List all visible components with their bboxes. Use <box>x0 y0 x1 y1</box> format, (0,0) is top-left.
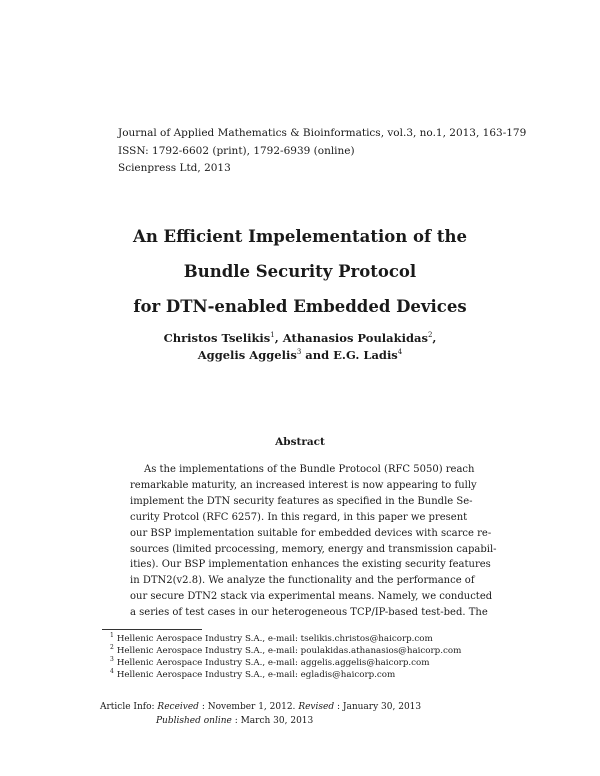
footnote-mark: 4 <box>397 348 403 357</box>
abstract-line: our BSP implementation suitable for embedded devices with scarce re- <box>130 527 492 539</box>
abstract-heading: Abstract <box>275 436 325 448</box>
author-name: Christos Tselikis <box>163 331 271 345</box>
journal-citation: Journal of Applied Mathematics & Bioinformatics, vol.3, no.1, 2013, 163-179 <box>118 127 527 139</box>
journal-header <box>118 125 527 178</box>
footnote-text: Hellenic Aerospace Industry S.A., e-mail: poulakidas.athanasios@haicorp.com <box>116 646 462 656</box>
abstract-body <box>130 462 497 621</box>
footnote <box>110 633 510 645</box>
abstract-line: As the implementations of the Bundle Protocol (RFC 5050) reach <box>144 464 475 475</box>
author-name: E.G. Ladis <box>333 348 398 362</box>
abstract-line: implement the DTN security features as specified in the Bundle Se- <box>130 495 473 507</box>
abstract-line: our secure DTN2 stack via experimental means. Namely, we conducted <box>130 591 493 603</box>
author-name: Aggelis Aggelis <box>197 348 297 362</box>
footnote-text: Hellenic Aerospace Industry S.A., e-mail: tselikis.christos@haicorp.com <box>116 634 433 644</box>
separator: , <box>432 331 437 345</box>
footnote-mark: 3 <box>110 656 114 664</box>
footnote-divider <box>102 629 202 630</box>
footnote <box>110 657 510 669</box>
title-line-1: An Efficient Impelementation of the <box>133 227 467 246</box>
abstract-line: in DTN2(v2.8). We analyze the functionality and the performance of <box>130 575 475 587</box>
received-date: : November 1, 2012. <box>201 702 296 712</box>
author-name: Athanasios Poulakidas <box>282 331 428 345</box>
paper-title <box>60 222 540 327</box>
footnote-mark: 4 <box>110 668 114 676</box>
revised-label: Revised <box>298 702 335 712</box>
article-info-label: Article Info: <box>100 702 155 712</box>
footnote-mark: 3 <box>296 348 302 357</box>
footnote-mark: 1 <box>110 632 114 640</box>
footnote-text: Hellenic Aerospace Industry S.A., e-mail: aggelis.aggelis@haicorp.com <box>116 658 430 668</box>
abstract-line: ities). Our BSP implementation enhances the existing security features <box>130 559 491 571</box>
published-label: Published online <box>156 715 232 726</box>
footnote <box>110 669 510 681</box>
footnote-mark: 2 <box>110 644 114 652</box>
abstract-line: curity Protcol (RFC 6257). In this regard, in this paper we present <box>130 511 468 523</box>
article-info-line-2 <box>100 715 520 729</box>
footnote-mark: 2 <box>427 331 433 340</box>
author-line-1 <box>60 330 540 347</box>
title-line-2: Bundle Security Protocol <box>183 262 417 281</box>
footnote-text: Hellenic Aerospace Industry S.A., e-mail: egladis@haicorp.com <box>116 670 396 680</box>
publisher-line: Scienpress Ltd, 2013 <box>118 162 231 174</box>
abstract-line: a series of test cases in our heterogeneous TCP/IP-based test-bed. The <box>130 607 488 619</box>
revised-date: : January 30, 2013 <box>336 702 422 712</box>
separator: , <box>274 331 279 345</box>
footnote-mark: 1 <box>270 331 275 340</box>
title-line-3: for DTN-enabled Embedded Devices <box>133 297 467 316</box>
received-label: Received <box>157 702 199 712</box>
issn-line: ISSN: 1792-6602 (print), 1792-6939 (online) <box>118 144 355 157</box>
article-info <box>100 701 520 728</box>
conjunction: and <box>305 348 330 362</box>
article-info-line-1 <box>100 701 520 715</box>
abstract-line: sources (limited prcocessing, memory, energy and transmission capabil- <box>130 543 497 555</box>
footnote <box>110 645 510 657</box>
abstract-line: remarkable maturity, an increased interest is now appearing to fully <box>130 479 477 491</box>
author-list <box>60 330 540 364</box>
published-date: : March 30, 2013 <box>234 715 314 726</box>
author-line-2 <box>60 347 540 364</box>
footnotes <box>110 633 510 681</box>
